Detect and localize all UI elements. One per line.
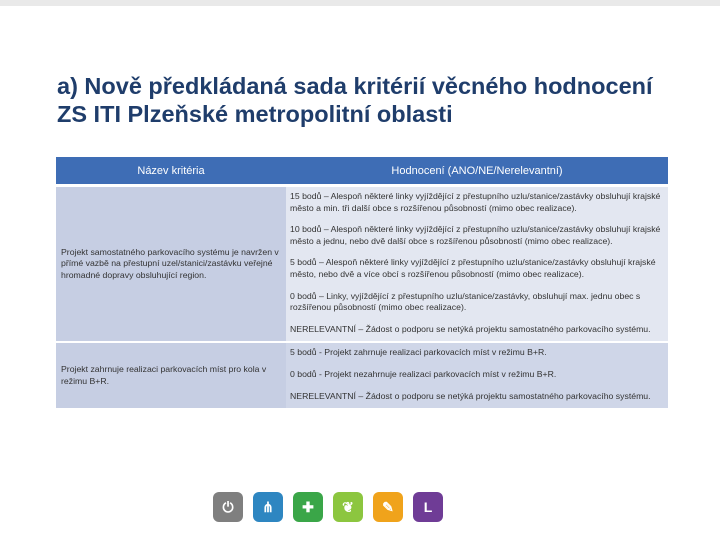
rating-option: NERELEVANTNÍ – Žádost o podporu se netýká projektu samostatného parkovacího systému.	[290, 390, 651, 401]
power-icon: ⏻	[213, 492, 243, 522]
criterion-name: Projekt samostatného parkovacího systému je navržen v přímé vazbě na přestupní uzel/stanici/zastávku veřejné hromadné dopravy obsluhující region.	[56, 186, 286, 343]
table-row	[56, 342, 668, 409]
top-rule	[0, 0, 720, 6]
table-header-row	[56, 157, 668, 186]
rating-option: 15 bodů – Alespoň některé linky vyjíždějící z přestupního uzlu/stanice/zastávky obsluhují krajské město a min. tři další obce s rozšířenou působností (mimo obec realizace).	[290, 191, 661, 213]
rating-option: 10 bodů – Alespoň některé linky vyjíždějící z přestupního uzlu/stanice/zastávky obsluhují krajské město a jednu, nebo dvě další obce s rozšířenou působností (mimo obec realizace).	[290, 224, 661, 246]
table-row	[56, 186, 668, 343]
rating-option: 0 bodů - Projekt nezahrnuje realizaci parkovacích míst v režimu B+R.	[290, 368, 557, 379]
rating-option: 5 bodů – Alespoň některé linky vyjíždějící z přestupního uzlu/stanice/zastávky obsluhují krajské město, nebo dvě a více obcí s rozšířenou působností (mimo obec realizace).	[290, 257, 656, 279]
criterion-name: Projekt zahrnuje realizaci parkovacích míst pro kola v režimu B+R.	[56, 342, 286, 409]
column-header-rating: Hodnocení (ANO/NE/Nerelevantní)	[286, 157, 668, 186]
letter-l-icon: L	[413, 492, 443, 522]
column-header-criterion: Název kritéria	[56, 157, 286, 186]
pencil-icon: ✎	[373, 492, 403, 522]
network-icon: ⋔	[253, 492, 283, 522]
criteria-table	[56, 157, 668, 410]
leaf-icon: ❦	[333, 492, 363, 522]
cross-icon: ✚	[293, 492, 323, 522]
rating-option: 0 bodů – Linky, vyjíždějící z přestupního uzlu/stanice/zastávky, obsluhují max. jednu obec s rozšířenou působností (mimo obec realizace).	[290, 290, 641, 313]
page-title: a) Nově předkládaná sada kritérií věcného hodnocení ZS ITI Plzeňské metropolitní oblasti	[57, 73, 653, 127]
rating-option: 5 bodů - Projekt zahrnuje realizaci parkovacích míst v režimu B+R.	[290, 347, 547, 358]
footer-icon-bar	[213, 492, 443, 524]
rating-option: NERELEVANTNÍ – Žádost o podporu se netýká projektu samostatného parkovacího systému.	[290, 323, 651, 334]
criterion-rating-cell	[286, 342, 668, 409]
criterion-rating-cell	[286, 186, 668, 343]
